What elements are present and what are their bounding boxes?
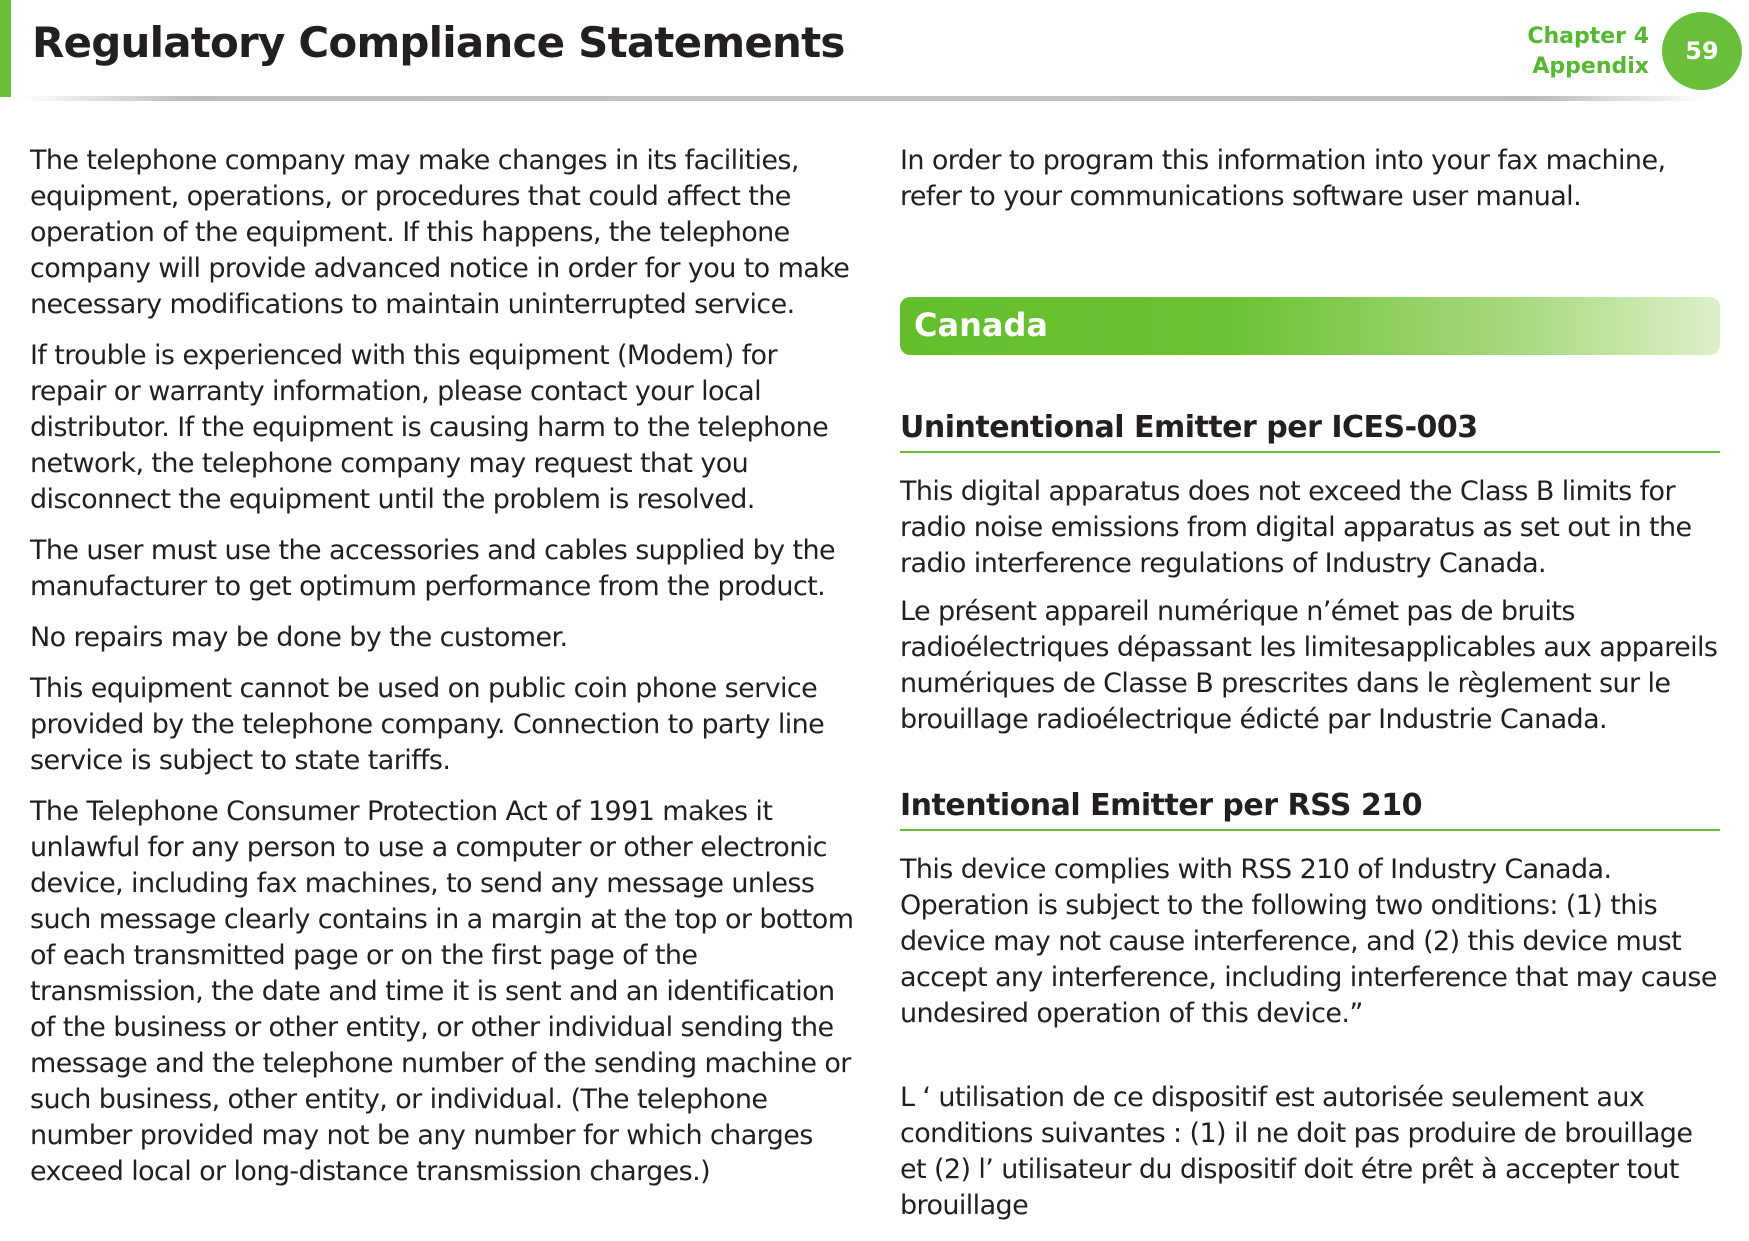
paragraph: This device complies with RSS 210 of Industry Canada. Operation is subject to the following two onditions: (1) this device may not cause interference, and (2) this device must accept any interference, including interference that may cause undesired operation of this device.”	[900, 854, 1717, 1029]
page-number-badge: 59	[1662, 12, 1742, 90]
paragraph: The user must use the accessories and cables supplied by the manufacturer to get optimum performance from the product.	[30, 535, 836, 602]
section-banner-title: Canada	[914, 306, 1048, 344]
rss-body	[900, 852, 1720, 1236]
chapter-section: Appendix	[1532, 54, 1649, 79]
paragraph: No repairs may be done by the customer.	[30, 622, 568, 653]
section-banner-canada	[900, 297, 1720, 355]
intro-paragraph: In order to program this information into your fax machine, refer to your communications software user manual.	[900, 145, 1666, 212]
left-column	[30, 143, 860, 1205]
ices-heading: Unintentional Emitter per ICES-003	[900, 410, 1720, 453]
paragraph: This equipment cannot be used on public coin phone service provided by the telephone company. Connection to party line service is subject to state tariffs.	[30, 673, 825, 776]
rss-heading: Intentional Emitter per RSS 210	[900, 788, 1720, 831]
header-divider	[18, 96, 1708, 101]
paragraph: If trouble is experienced with this equipment (Modem) for repair or warranty information, please contact your local distributor. If the equipment is causing harm to the telephone network, the telephone company may request that you disconnect the equipment until the problem is resolved.	[30, 340, 829, 515]
header-accent-bar	[0, 0, 11, 97]
page-title: Regulatory Compliance Statements	[32, 18, 845, 67]
chapter-number: Chapter 4	[1527, 24, 1649, 49]
right-column-intro	[900, 143, 1720, 227]
paragraph: Le présent appareil numérique n’émet pas de bruits radioélectriques dépassant les limitesapplicables aux appareils numériques de Classe B prescrites dans le règlement sur le brouillage radioélectrique édicté par Industrie Canada.	[900, 596, 1718, 735]
paragraph: L ‘ utilisation de ce dispositif est autorisée seulement aux conditions suivantes : (1) il ne doit pas produire de brouillage et (2) l’ utilisateur du dispositif doit étre prêt à accepter tout brouillage	[900, 1082, 1693, 1221]
paragraph: The telephone company may make changes in its facilities, equipment, operations, or procedures that could affect the operation of the equipment. If this happens, the telephone company will provide advanced notice in order for you to make necessary modifications to maintain uninterrupted service.	[30, 145, 850, 320]
paragraph: The Telephone Consumer Protection Act of 1991 makes it unlawful for any person to use a computer or other electronic device, including fax machines, to send any message unless such message clearly contains in a margin at the top or bottom of each transmitted page or on the first page of the transmission, the date and time it is sent and an identification of the business or other entity, or other individual sending the message and the telephone number of the sending machine or such business, other entity, or individual. (The telephone number provided may not be any number for which charges exceed local or long-distance transmission charges.)	[30, 796, 854, 1187]
chapter-label	[1527, 22, 1649, 82]
ices-body	[900, 474, 1720, 750]
paragraph: This digital apparatus does not exceed the Class B limits for radio noise emissions from digital apparatus as set out in the radio interference regulations of Industry Canada.	[900, 476, 1692, 579]
